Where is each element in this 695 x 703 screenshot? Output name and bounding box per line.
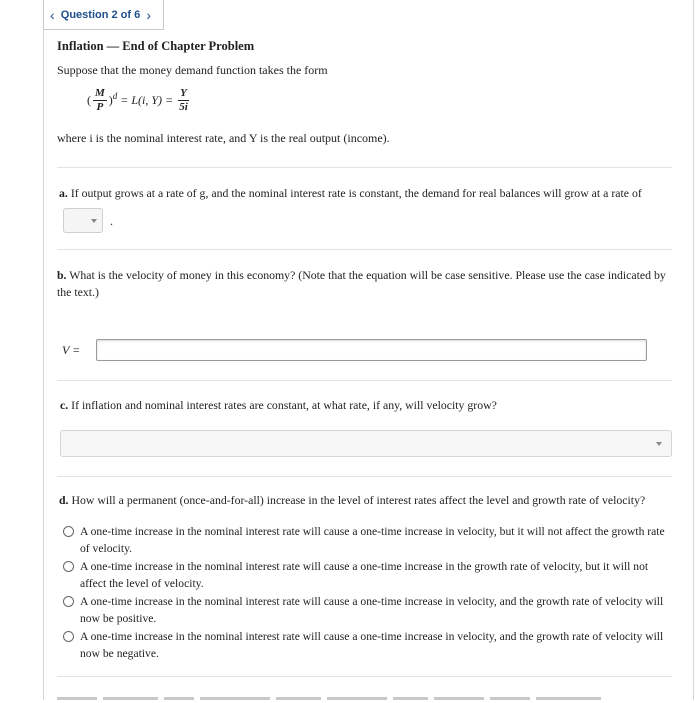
- section-divider: [57, 167, 672, 168]
- cut-off-text-line: [57, 693, 637, 703]
- radio-option-label[interactable]: A one-time increase in the nominal interest rate will cause a one-time increase in velocity, and the growth rate of velocity will now be positive.: [80, 595, 664, 625]
- problem-intro: Suppose that the money demand function takes the form: [57, 63, 328, 77]
- money-demand-equation: [87, 88, 191, 113]
- part-b-label: b.: [57, 268, 67, 282]
- part-c-label: c.: [60, 398, 69, 412]
- velocity-label: V =: [62, 343, 81, 357]
- equation-open-paren: (: [87, 93, 91, 107]
- equation-lhs-fraction: [93, 88, 107, 113]
- part-d-text: How will a permanent (once-and-for-all) increase in the level of interest rates affect the level and growth rate of velocity?: [71, 493, 646, 507]
- radio-option[interactable]: [63, 523, 669, 557]
- equation-rhs-fraction: [178, 88, 189, 113]
- radio-button[interactable]: [63, 561, 74, 572]
- part-d-question: [59, 493, 671, 508]
- part-a-text: If output grows at a rate of g, and the nominal interest rate is constant, the demand for real balances will grow at a rate of: [70, 186, 642, 200]
- radio-option-label[interactable]: A one-time increase in the nominal interest rate will cause a one-time increase in velocity, and the growth rate of velocity will now be negative.: [80, 630, 664, 660]
- part-a-question: [59, 185, 669, 201]
- equation-lhs-denominator: P: [96, 101, 104, 113]
- part-a-label: a.: [59, 186, 68, 200]
- equation-close-paren: ): [108, 93, 113, 107]
- variable-definitions: where i is the nominal interest rate, and Y is the real output (income).: [57, 131, 390, 145]
- section-divider: [57, 249, 672, 250]
- part-b-text: What is the velocity of money in this economy? (Note that the equation will be case sensitive. Please use the case indicated by the text.): [57, 268, 666, 299]
- question-counter: Question 2 of 6: [60, 8, 141, 21]
- velocity-input[interactable]: [96, 339, 647, 361]
- radio-button[interactable]: [63, 631, 74, 642]
- section-divider: [57, 476, 672, 477]
- part-a-period: .: [110, 214, 113, 228]
- equation-rhs-numerator: Y: [180, 87, 187, 99]
- part-c-text: If inflation and nominal interest rates are constant, at what rate, if any, will velocity grow?: [71, 398, 497, 412]
- radio-option[interactable]: [63, 628, 669, 662]
- radio-option[interactable]: [63, 593, 669, 627]
- part-c-dropdown[interactable]: [60, 430, 672, 457]
- equation-superscript: d: [112, 90, 118, 101]
- part-b-question: [57, 267, 672, 301]
- section-divider: [57, 676, 672, 677]
- section-divider: [57, 380, 672, 381]
- question-navigator: [43, 0, 164, 30]
- part-d-label: d.: [59, 493, 69, 507]
- equation-rhs-denominator: 5i: [179, 101, 188, 113]
- radio-button[interactable]: [63, 526, 74, 537]
- radio-button[interactable]: [63, 596, 74, 607]
- radio-option[interactable]: [63, 558, 669, 592]
- chevron-right-icon[interactable]: ›: [146, 6, 151, 23]
- equation-middle: = L(i, Y) =: [117, 93, 177, 107]
- radio-option-label[interactable]: A one-time increase in the nominal interest rate will cause a one-time increase in the growth rate of velocity, but it will not affect the level of velocity.: [80, 560, 649, 590]
- problem-title: Inflation — End of Chapter Problem: [57, 39, 255, 53]
- chevron-down-icon: [91, 219, 97, 223]
- part-a-dropdown[interactable]: [63, 208, 103, 233]
- radio-option-label[interactable]: A one-time increase in the nominal interest rate will cause a one-time increase in velocity, but it will not affect the growth rate of velocity.: [80, 525, 665, 555]
- equation-lhs-numerator: M: [95, 87, 105, 99]
- part-c-question: [60, 398, 670, 413]
- part-d-options: [63, 523, 669, 663]
- chevron-left-icon[interactable]: ‹: [50, 6, 55, 23]
- chevron-down-icon: [656, 442, 662, 446]
